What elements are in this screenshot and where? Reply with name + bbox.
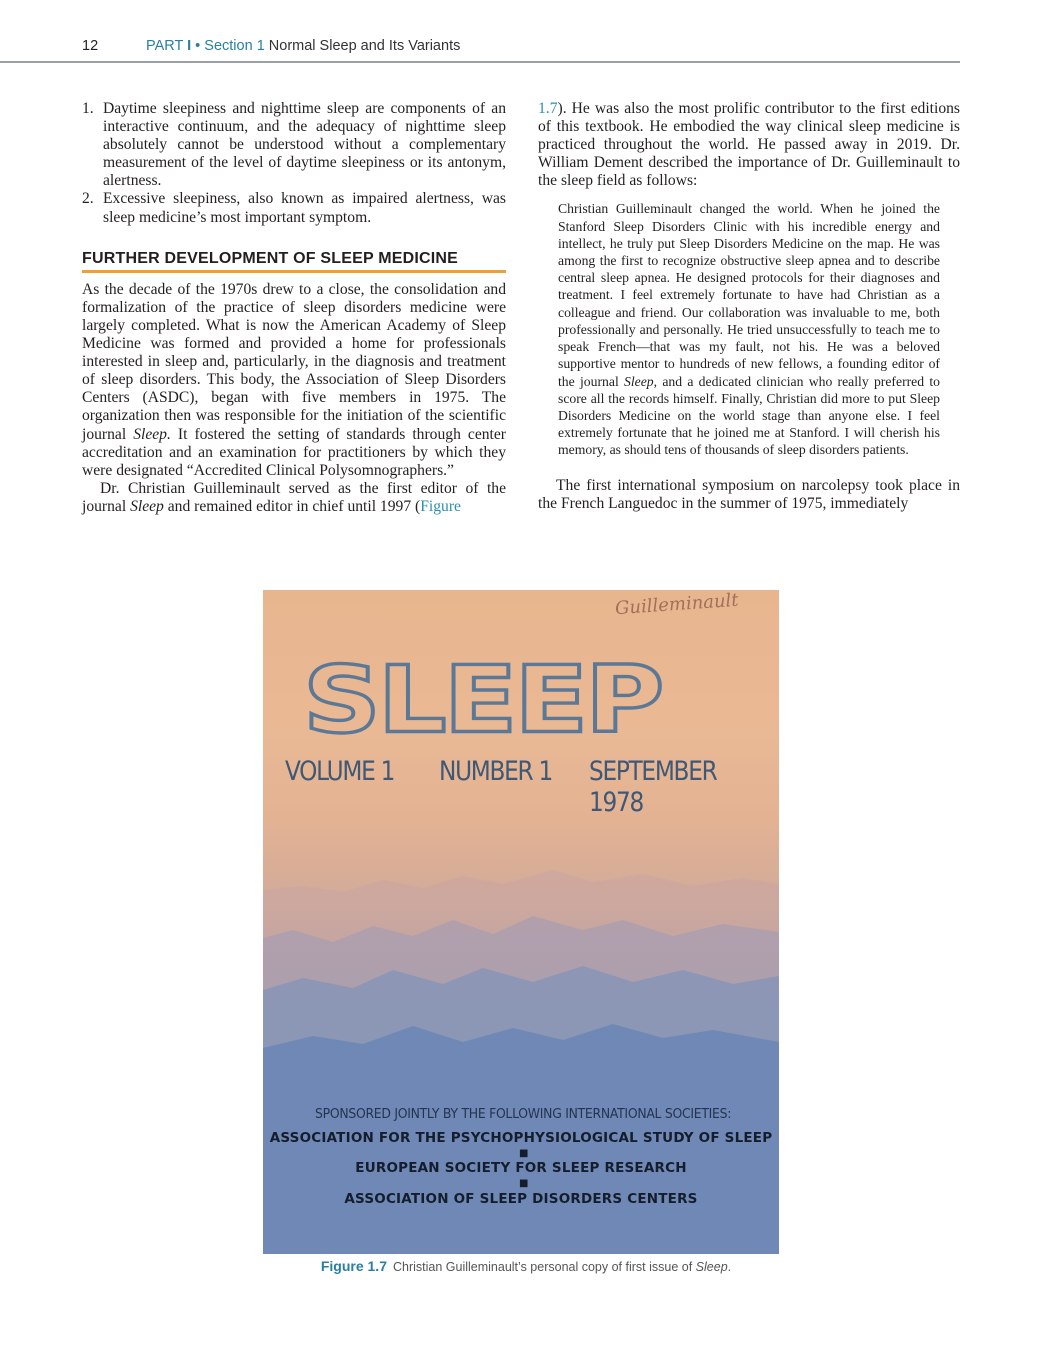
running-header: [82, 36, 960, 60]
paragraph-text: ). He was also the most prolific contributor to the first editions of this textbook. He embodied the way clinical sleep medicine is practiced throughout the world. He passed away in 2019. Dr. William Dement described the importance of Dr. Guilleminault to the sleep field as follows:: [538, 100, 960, 190]
cover-title: SLEEP: [303, 647, 662, 754]
header-rule: [0, 61, 960, 63]
society-name: ASSOCIATION OF SLEEP DISORDERS CENTERS: [344, 1191, 698, 1207]
section-breadcrumb: [146, 38, 460, 54]
sponsor-line: SPONSORED JOINTLY BY THE FOLLOWING INTERNATIONAL SOCIETIES:: [315, 1106, 732, 1122]
society-name: EUROPEAN SOCIETY FOR SLEEP RESEARCH: [355, 1160, 687, 1176]
figure-link[interactable]: Figure: [420, 497, 461, 515]
list-item: [82, 190, 506, 226]
journal-name: Sleep: [695, 1260, 728, 1274]
paragraph: The first international symposium on narcolepsy took place in the French Languedoc in the summer of 1975, immediately: [538, 476, 960, 512]
handwritten-signature: Guilleminault: [614, 590, 740, 620]
list-number: 1.: [82, 100, 94, 117]
numbered-list: [82, 100, 506, 227]
caption-text: .: [727, 1260, 732, 1274]
journal-name: Sleep.: [133, 425, 171, 443]
paragraph-text: Dr. Christian Guilleminault served as the first editor of the journal: [82, 479, 506, 515]
page-number: 12: [82, 38, 99, 54]
cover-number: NUMBER 1: [439, 756, 552, 787]
left-column: [82, 100, 506, 516]
paragraph: [82, 480, 506, 516]
part-numeral: I: [187, 38, 192, 54]
list-number: 2.: [82, 190, 94, 208]
section-title: Normal Sleep and Its Variants: [268, 38, 461, 54]
paragraph-text: and remained editor in chief until 1997 (: [163, 497, 421, 515]
figure-link[interactable]: 1.7: [538, 100, 558, 117]
cover-volume: VOLUME 1: [285, 756, 395, 787]
quote-text: , and a dedicated clinician who really preferred to score all the records himself. Finally, Christian did more to put Sleep Disorders Medicine on the world stage than anyone else. I feel extremely fortunate that he joined me at Stanford. I will cherish his memory, as should tens of thousands of sleep disorders patients.: [558, 373, 940, 458]
section-heading: FURTHER DEVELOPMENT OF SLEEP MEDICINE: [82, 250, 506, 273]
list-text: Excessive sleepiness, also known as impaired alertness, was sleep medicine’s most important symptom.: [103, 190, 506, 226]
list-item: [82, 100, 506, 190]
section-number: 1: [256, 38, 265, 54]
journal-cover-photo: [263, 590, 779, 1254]
section-label: • Section: [195, 38, 253, 54]
separator-bullet: ■: [519, 1178, 529, 1189]
figure-label: Figure 1.7: [320, 1258, 387, 1274]
journal-name: Sleep: [130, 497, 164, 515]
cover-date: SEPTEMBER 1978: [589, 756, 717, 818]
paragraph: [538, 100, 960, 190]
list-text: Daytime sleepiness and nighttime sleep are components of an interactive continuum, and the adequacy of nighttime sleep absolutely cannot be understood without a complementary measurement of the level of daytime sleepiness or its antonym, alertness.: [103, 100, 506, 190]
paragraph: [82, 281, 506, 480]
society-name: ASSOCIATION FOR THE PSYCHOPHYSIOLOGICAL STUDY OF SLEEP: [269, 1130, 773, 1146]
paragraph-text: It fostered the setting of standards through center accreditation and an examination for practitioners by which they were designated “Accredited Clinical Polysomnographers.”: [82, 425, 506, 479]
quote-text: Christian Guilleminault changed the world. When he joined the Stanford Sleep Disorders Clinic with his incredible energy and intellect, he truly put Sleep Disorders Medicine on the map. He was among the first to recognize obstructive sleep apnea and to describe central sleep apnea. He designed protocols for their diagnoses and treatment. I feel extremely fortunate to have had Christian as a colleague and friend. Our collaboration was invaluable to me, both professionally and personally. He tried unsuccessfully to teach me to speak French—that was my fault, not his. He was a beloved supportive mentor to hundreds of new fellows, a founding editor of the journal: [558, 201, 940, 389]
journal-name: Sleep: [624, 373, 654, 389]
paragraph-text: As the decade of the 1970s drew to a close, the consolidation and formalization of the practice of sleep disorders medicine were largely completed. What is now the American Academy of Sleep Medicine was formed and provided a home for professionals interested in sleep and, particularly, in the diagnosis and treatment of sleep disorders. This body, the Association of Sleep Disorders Centers (ASDC), began with five members in 1975. The organization then was responsible for the initiation of the scientific journal: [82, 280, 506, 443]
block-quote: [558, 200, 940, 458]
caption-text: Christian Guilleminault’s personal copy of first issue of: [392, 1260, 696, 1274]
right-column: [538, 100, 960, 513]
part-label: PART: [146, 38, 184, 54]
separator-bullet: ■: [519, 1148, 529, 1159]
figure-caption: [0, 1258, 1052, 1274]
